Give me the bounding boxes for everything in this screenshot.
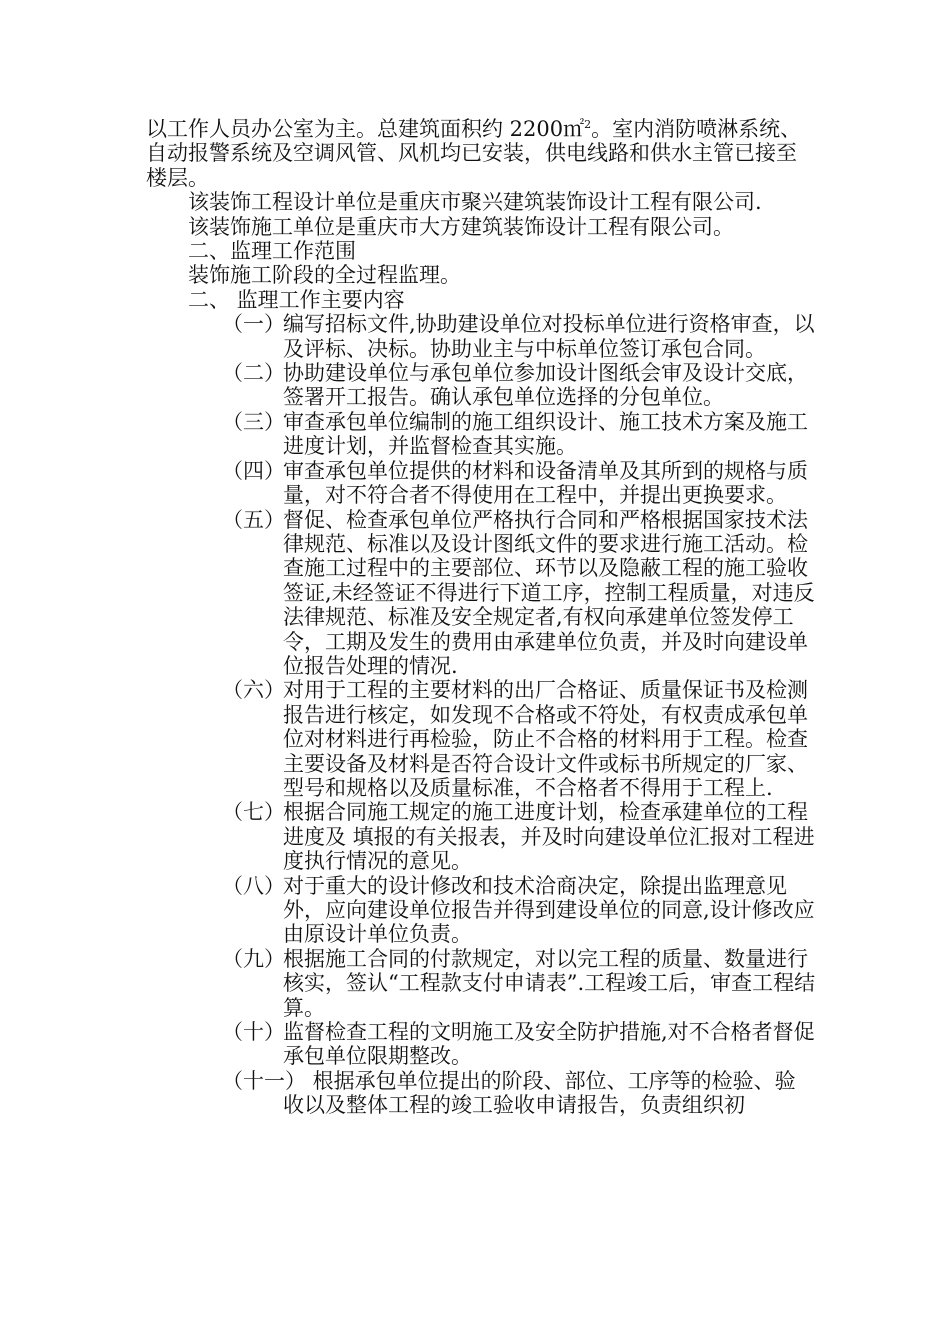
list-item-number: （三） [222,409,285,434]
list-item [146,800,816,873]
document-body [146,117,816,1118]
list-item-number: （五） [222,507,285,532]
list-item-number: （九） [222,946,285,971]
list-item-number: （十一） [222,1068,306,1093]
list-item-number: （四） [222,458,285,483]
list-item [146,1069,816,1118]
list-item-text: 审查承包单位提供的材料和设备清单及其所到的规格与质量，对不符合者不得使用在工程中，并提出更换要求。 [283,458,808,508]
list-item-number: （六） [222,678,285,703]
list-item [146,508,816,679]
list-item-text: 督促、检查承包单位严格执行合同和严格根据国家技术法律规范、标准以及设计图纸文件的要求进行施工活动。检查施工过程中的主要部位、环节以及隐蔽工程的施工验收签证,未经签证不得进行下道工序，控制工程质量，对违反法律规范、标准及安全规定者,有权向承建单位签发停工令，工期及发生的费用由承建单位负责，并及时向建设单位报告处理的情况. [283,507,815,678]
list-item [146,361,816,410]
list-item [146,459,816,508]
list-item-number: （七） [222,800,285,825]
scope-heading: 二、监理工作范围 [188,239,356,264]
list-item-number: （八） [222,873,285,898]
list-item-text: 监督检查工程的文明施工及安全防护措施,对不合格者督促承包单位限期整改。 [283,1020,815,1069]
list-item-text: 对用于工程的主要材料的出厂合格证、质量保证书及检测报告进行核定，如发现不合格或不符处，有权责成承包单位对材料进行再检验，防止不合格的材料用于工程。检查主要设备及材料是否符合设计文件或标书所规定的厂家、型号和规格以及质量标准，不合格者不得用于工程上. [283,678,808,800]
list-item-11-paragraph [146,1069,816,1118]
list-item-number: （二） [222,361,285,386]
list-item-text: 审查承包单位编制的施工组织设计、施工技术方案及施工进度计划，并监督检查其实施。 [283,409,808,459]
list-item [146,1020,816,1069]
design-unit-text: 该装饰工程设计单位是重庆市聚兴建筑装饰设计工程有限公司. [188,190,762,215]
list-item [146,312,816,361]
list-item-number: （一） [222,312,285,337]
list-item [146,678,816,800]
list-item [146,874,816,947]
list-item-text: 协助建设单位与承包单位参加设计图纸会审及设计交底，签署开工报告。确认承包单位选择的分包单位。 [283,361,808,410]
list-item-text: 根据承包单位提出的阶段、部位、工序等的检验、验收以及整体工程的竣工验收申请报告，负责组织初 [283,1068,796,1118]
intro-paragraph [146,117,816,190]
intro-text-b: 。室内消防喷淋系统、自动报警系统及空调风管、风机均已安装，供电线路和供水主管已接至楼层。 [146,117,802,190]
list-item-text: 根据施工合同的付款规定，对以完工程的质量、数量进行核实，签认“工程款支付申请表”.工程竣工后，审查工程结算。 [283,946,816,1020]
list-item-text: 对于重大的设计修改和技术洽商决定，除提出监理意见外，应向建设单位报告并得到建设单位的同意,设计修改应由原设计单位负责。 [283,873,815,947]
construction-unit-text: 该装饰施工单位是重庆市大方建筑装饰设计工程有限公司。 [188,214,734,239]
intro-superscript: 2 [584,118,592,131]
list-item-text: 编写招标文件,协助建设单位对投标单位进行资格审查，以及评标、决标。协助业主与中标单位签订承包合同。 [283,312,815,361]
intro-text-a: 以工作人员办公室为主。总建筑面积约 2200㎡ [146,117,585,141]
list-item-number: （十） [222,1020,285,1045]
list-item [146,410,816,459]
content-heading: 二、 监理工作主要内容 [188,287,405,312]
scope-text: 装饰施工阶段的全过程监理。 [188,263,461,288]
list-item-text: 根据合同施工规定的施工进度计划，检查承建单位的工程进度及 填报的有关报表，并及时向建设单位汇报对工程进度执行情况的意见。 [283,800,815,874]
list-item [146,947,816,1020]
